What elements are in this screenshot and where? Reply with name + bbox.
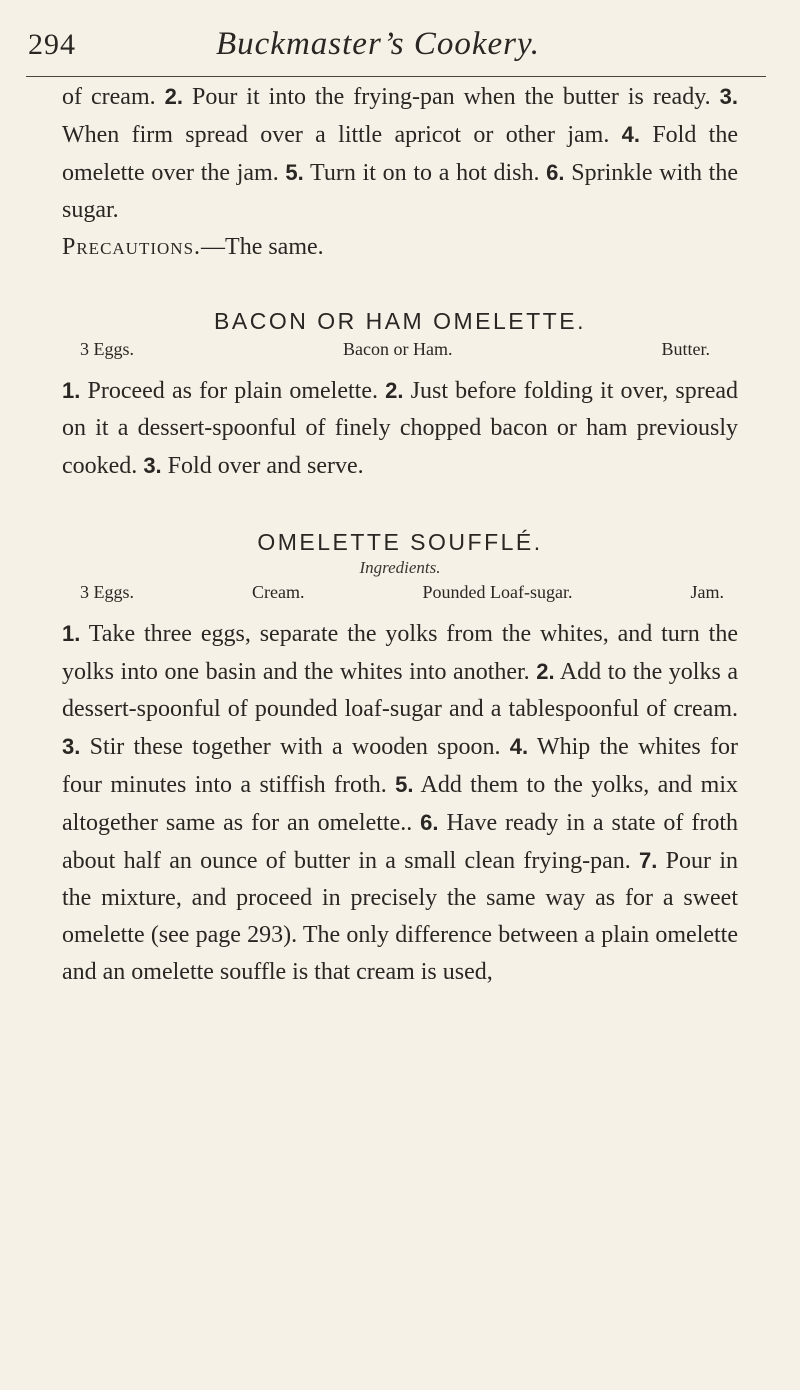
head-rule <box>26 76 766 77</box>
bacon-ingredients <box>62 339 738 360</box>
step-text: Add to the yolks a dessert-spoonful of pounded loaf-sugar and a tablespoonful of cream. <box>62 659 739 722</box>
intro-text: Pour it into the frying-pan when the butter is ready. <box>182 84 720 110</box>
page-body <box>62 78 738 991</box>
ingredient: 3 Eggs. <box>80 582 134 602</box>
bacon-heading: BACON OR HAM OMELETTE. <box>214 308 586 334</box>
intro-paragraph <box>62 78 738 229</box>
intro-text: Sprinkle with the sugar. <box>62 160 738 223</box>
souffle-heading: OMELETTE SOUFFLÉ. <box>257 529 543 555</box>
ingredient: Cream. <box>252 582 305 602</box>
intro-text: When firm spread over a little apricot or other jam. <box>62 122 622 148</box>
step-text: Just before folding it over, spread on it a dessert-spoonful of finely chopped bacon or ham previously cooked. <box>62 378 739 479</box>
precautions-text: —The same. <box>201 234 324 260</box>
ingredient: 3 Eggs. <box>80 339 134 359</box>
step-text: Add them to the yolks, and mix altogether same as for an omelette.. <box>62 772 739 836</box>
step-text: Whip the whites for four minutes into a stiffish froth. <box>62 734 738 798</box>
step-text: Take three eggs, separate the yolks from the whites, and turn the yolks into one basin and the whites into another. <box>62 621 738 685</box>
step-number: 4. <box>509 734 529 759</box>
ingredient: Butter. <box>661 339 710 359</box>
step-number: 6. <box>546 160 565 185</box>
ingredient: Bacon or Ham. <box>343 339 453 359</box>
running-head <box>26 14 766 74</box>
running-title: Buckmaster’s Cookery. <box>216 26 541 62</box>
step-number: 5. <box>285 160 304 185</box>
step-text: Stir these together with a wooden spoon. <box>80 734 510 760</box>
step-number: 2. <box>385 378 404 403</box>
step-number: 2. <box>536 659 555 684</box>
souffle-steps <box>62 615 738 991</box>
souffle-subheading: Ingredients. <box>359 558 441 577</box>
precautions-label: Precautions. <box>62 234 202 260</box>
intro-text: Fold the omelette over the jam. <box>62 122 738 186</box>
souffle-ingredients <box>62 582 738 603</box>
step-number: 4. <box>621 122 641 147</box>
ingredient: Pounded Loaf-sugar. <box>422 582 573 602</box>
step-number: 3. <box>143 453 162 478</box>
step-number: 1. <box>62 621 81 646</box>
step-number: 2. <box>164 84 183 109</box>
step-number: 7. <box>639 848 658 873</box>
ingredient: Jam. <box>690 582 724 602</box>
step-text: Pour in the mixture, and proceed in precisely the same way as for a sweet omelette (see page 293). The only difference between a plain omelette and an omelette souffle is that cream is used, <box>62 848 738 985</box>
step-number: 3. <box>62 734 81 759</box>
intro-text: of cream. <box>62 84 165 110</box>
step-number: 3. <box>719 84 738 109</box>
step-number: 1. <box>62 378 81 403</box>
step-text: Fold over and serve. <box>161 453 364 479</box>
bacon-steps <box>62 372 738 485</box>
intro-text: Turn it on to a hot dish. <box>303 160 547 186</box>
step-text: Have ready in a state of froth about half an ounce of butter in a small clean frying-pan. <box>62 810 738 874</box>
page-number: 294 <box>28 28 76 61</box>
step-number: 6. <box>420 810 439 835</box>
precautions-paragraph <box>62 229 738 266</box>
step-text: Proceed as for plain omelette. <box>80 378 386 404</box>
step-number: 5. <box>395 772 414 797</box>
